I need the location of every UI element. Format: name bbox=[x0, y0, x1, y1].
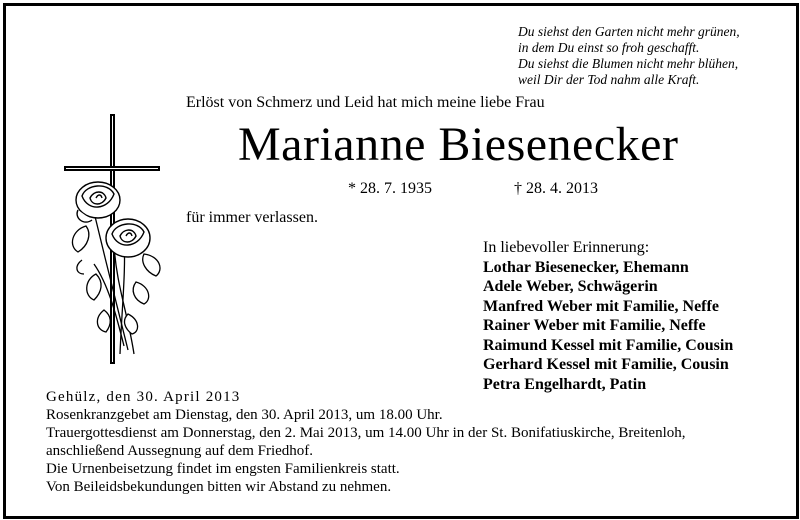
notice-line: Trauergottesdienst am Donnerstag, den 2. Mai 2013, um 14.00 Uhr in der St. Bonifatiuskirche, Breitenloh, bbox=[46, 425, 686, 441]
death-date: † 28. 4. 2013 bbox=[514, 180, 598, 197]
deceased-name: Marianne Biesenecker bbox=[238, 118, 679, 171]
mourners-heading: In liebevoller Erinnerung: bbox=[483, 239, 650, 256]
service-details bbox=[46, 388, 786, 496]
poem-line: Du siehst den Garten nicht mehr grünen, bbox=[518, 24, 740, 39]
forever-text: für immer verlassen. bbox=[186, 209, 318, 226]
memorial-poem bbox=[518, 24, 788, 88]
mourner: Gerhard Kessel mit Familie, Cousin bbox=[483, 356, 729, 373]
mourner: Adele Weber, Schwägerin bbox=[483, 278, 658, 295]
birth-date: * 28. 7. 1935 bbox=[348, 180, 432, 197]
place-date: Gehülz, den 30. April 2013 bbox=[46, 389, 241, 405]
mourner: Manfred Weber mit Familie, Neffe bbox=[483, 297, 719, 315]
mourner: Petra Engelhardt, Patin bbox=[483, 375, 647, 393]
mourner: Raimund Kessel mit Familie, Cousin bbox=[483, 336, 734, 354]
mourner: Lothar Biesenecker, Ehemann bbox=[483, 258, 689, 276]
notice-line: Rosenkranzgebet am Dienstag, den 30. April 2013, um 18.00 Uhr. bbox=[46, 407, 443, 423]
intro-text: Erlöst von Schmerz und Leid hat mich meine liebe Frau bbox=[186, 94, 545, 111]
cross-with-roses-icon bbox=[64, 114, 174, 379]
notice-line: anschließend Aussegnung auf dem Friedhof. bbox=[46, 443, 314, 459]
poem-line: weil Dir der Tod nahm alle Kraft. bbox=[518, 72, 700, 87]
obituary-notice bbox=[3, 3, 799, 519]
mourner: Rainer Weber mit Familie, Neffe bbox=[483, 317, 706, 334]
notice-line: Die Urnenbeisetzung findet im engsten Familienkreis statt. bbox=[46, 461, 400, 477]
notice-line: Von Beileidsbekundungen bitten wir Abstand zu nehmen. bbox=[46, 479, 392, 495]
poem-line: Du siehst die Blumen nicht mehr blühen, bbox=[518, 56, 739, 71]
mourners-list bbox=[483, 238, 733, 394]
poem-line: in dem Du einst so froh geschafft. bbox=[518, 40, 700, 55]
